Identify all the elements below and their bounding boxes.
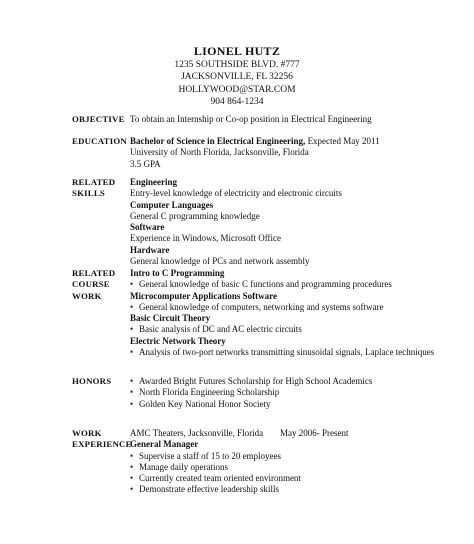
expected-date: Expected May 2011 (305, 136, 380, 146)
skill-group-text: Entry-level knowledge of electricity and electronic circuits (130, 188, 342, 199)
gpa: 3.5 GPA (130, 158, 161, 169)
skills-label: RELATED SKILLS (72, 177, 116, 199)
course-detail: • General knowledge of basic C functions and programming procedures (130, 279, 470, 290)
skill-group-title: Computer Languages (130, 199, 214, 210)
email: HOLLYWOOD@STAR.COM (178, 84, 296, 95)
job-duty: • Currently created team oriented environment (130, 473, 470, 484)
address-line-2: JACKSONVILLE, FL 32256 (181, 72, 293, 83)
company: AMC Theaters, Jacksonville, Florida (130, 428, 264, 438)
objective-text: To obtain an Internship or Co-op position in Electrical Engineering (130, 114, 372, 124)
job-duty: • Supervise a staff of 15 to 20 employees (130, 451, 470, 462)
resume-header (0, 44, 474, 108)
course-title: Microcomputer Applications Software (130, 290, 277, 301)
phone: 904 864-1234 (210, 96, 264, 107)
coursework-label: RELATED COURSE WORK (72, 268, 116, 301)
course-detail: • General knowledge of computers, networking and systems software (130, 302, 470, 313)
degree: Bachelor of Science in Electrical Engineering, (130, 136, 306, 146)
course-detail: • Basic analysis of DC and AC electric circuits (130, 324, 470, 335)
skill-group-title: Software (130, 222, 165, 233)
job-duty: • Manage daily operations (130, 462, 470, 473)
skill-group-title: Hardware (130, 244, 170, 255)
skill-group-text: General knowledge of PCs and network assembly (130, 256, 310, 267)
school: University of North Florida, Jacksonville, Florida (130, 147, 309, 158)
job-dates: May 2006- Present (280, 428, 349, 438)
course-title: Basic Circuit Theory (130, 313, 211, 324)
course-title: Intro to C Programming (130, 268, 225, 278)
honor-item: • Golden Key National Honor Society (130, 399, 470, 410)
skill-group-title: Engineering (130, 177, 178, 187)
address-line-1: 1235 SOUTHSIDE BLVD. #777 (174, 60, 300, 70)
honor-item: • North Florida Engineering Scholarship (130, 387, 470, 398)
course-title: Electric Network Theory (130, 335, 226, 346)
objective-label: OBJECTIVE (72, 114, 125, 124)
course-detail: • Analysis of two-port networks transmitting sinusoidal signals, Laplace techniques (130, 347, 470, 358)
experience-label: WORK EXPERIENCE (72, 428, 132, 450)
honors-label: HONORS (72, 376, 112, 386)
job-header (130, 428, 470, 439)
skill-group-text: General C programming knowledge (130, 210, 260, 221)
degree-line (130, 136, 470, 147)
job-title: General Manager (130, 439, 199, 450)
education-label: EDUCATION (72, 136, 127, 146)
job-duty: • Demonstrate effective leadership skills (130, 484, 470, 495)
candidate-name: LIONEL HUTZ (193, 44, 281, 58)
honor-item: • Awarded Bright Futures Scholarship for High School Academics (130, 376, 470, 387)
skill-group-text: Experience in Windows, Microsoft Office (130, 233, 282, 244)
